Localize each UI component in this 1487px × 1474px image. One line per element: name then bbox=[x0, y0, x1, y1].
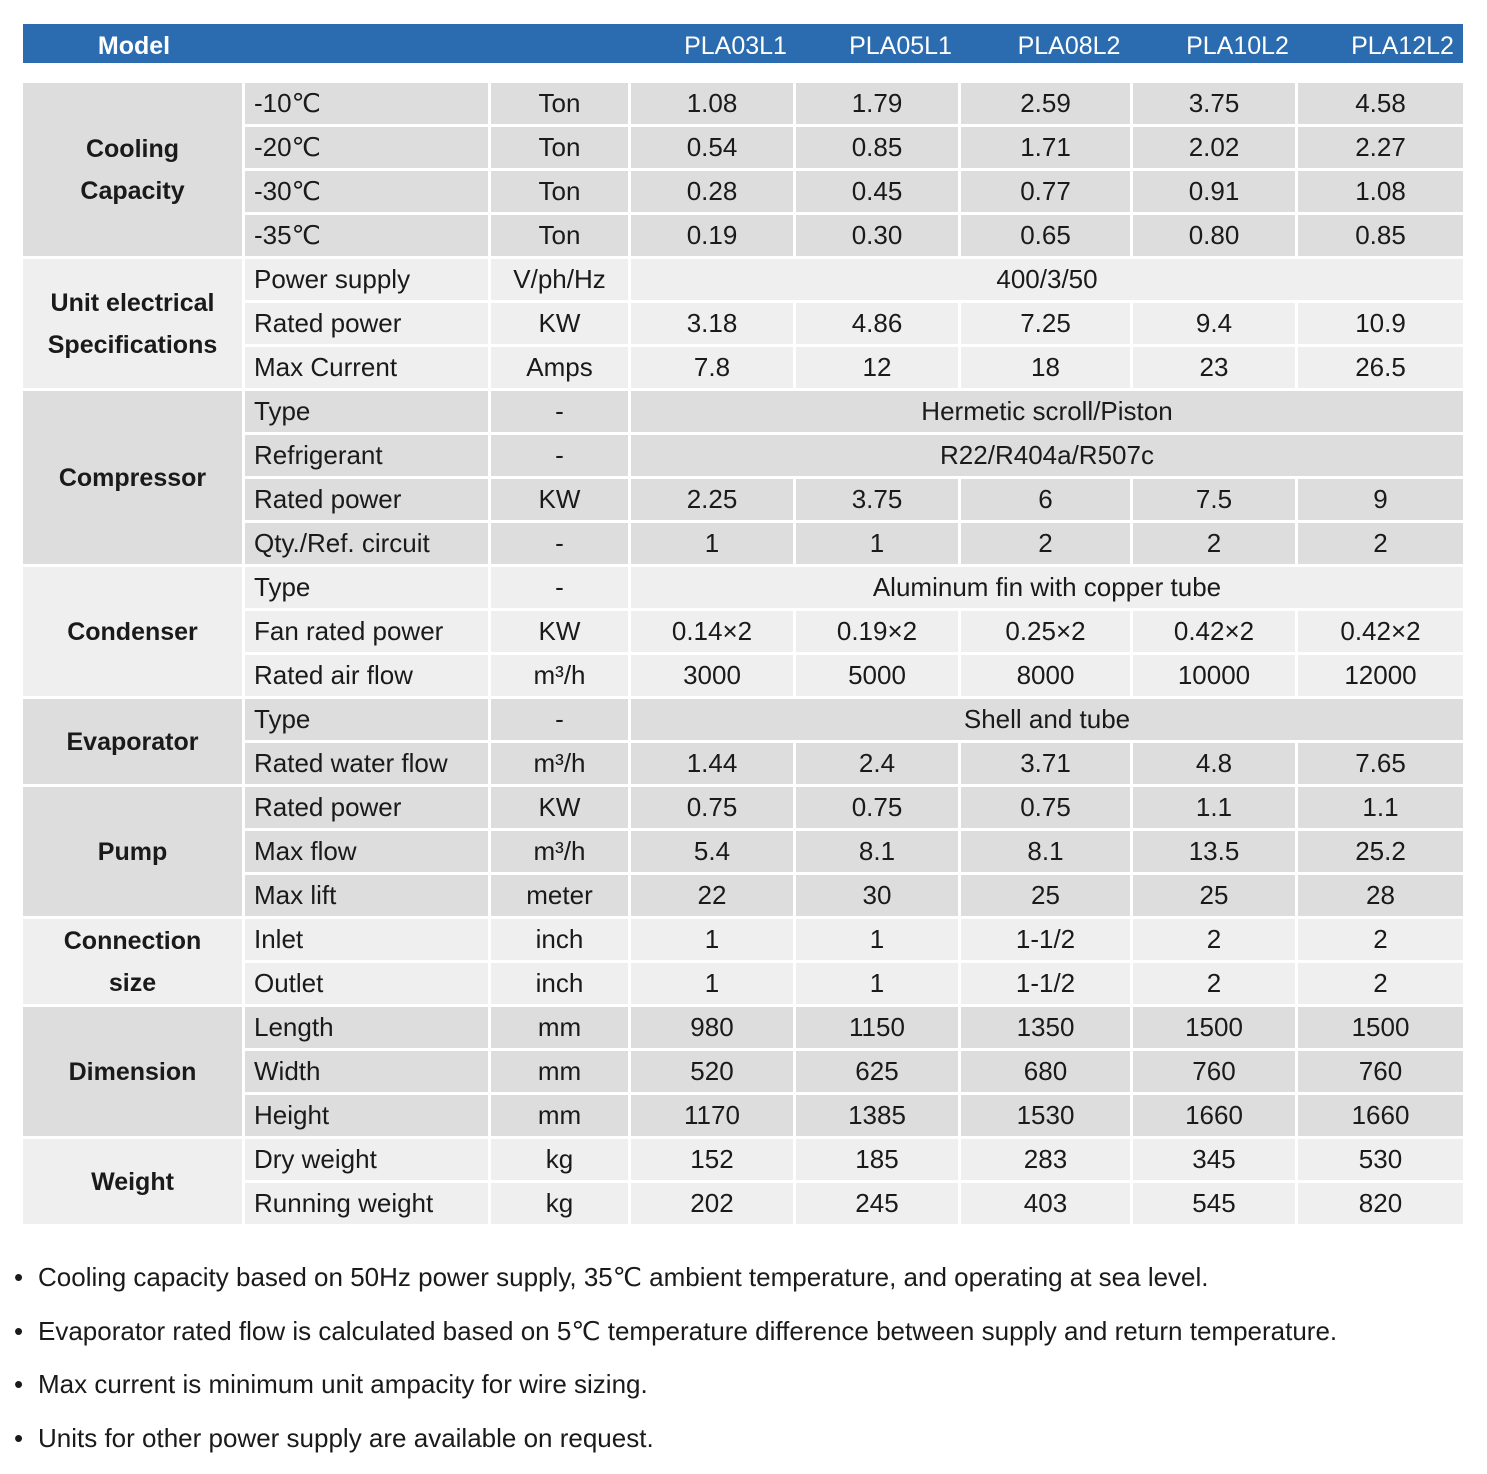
value-cell: 23 bbox=[1133, 347, 1298, 391]
category-cell bbox=[23, 83, 245, 259]
spanning-value-cell: 400/3/50 bbox=[631, 259, 1463, 303]
value-cell: 625 bbox=[796, 1051, 961, 1095]
parameter-cell: Rated power bbox=[245, 479, 491, 523]
unit-cell: Ton bbox=[491, 215, 631, 259]
footnote-text: Units for other power supply are available on request. bbox=[38, 1422, 654, 1453]
parameter-cell: Height bbox=[245, 1095, 491, 1139]
value-cell: 8.1 bbox=[961, 831, 1133, 875]
spanning-value-cell: Hermetic scroll/Piston bbox=[631, 391, 1463, 435]
value-cell: 1530 bbox=[961, 1095, 1133, 1139]
footnote-text: Evaporator rated flow is calculated based on 5℃ temperature difference between supply and return temperature. bbox=[38, 1315, 1338, 1346]
category-cell bbox=[23, 919, 245, 1007]
footnotes bbox=[14, 1251, 1474, 1465]
parameter-cell: Max flow bbox=[245, 831, 491, 875]
spanning-value-cell: R22/R404a/R507c bbox=[631, 435, 1463, 479]
value-cell: 4.8 bbox=[1133, 743, 1298, 787]
unit-cell: Ton bbox=[491, 83, 631, 127]
unit-cell: mm bbox=[491, 1095, 631, 1139]
value-cell: 1350 bbox=[961, 1007, 1133, 1051]
model-name-2: PLA05L1 bbox=[849, 32, 952, 60]
value-cell: 3.75 bbox=[1133, 83, 1298, 127]
category-cell bbox=[23, 787, 245, 919]
value-cell: 345 bbox=[1133, 1139, 1298, 1183]
parameter-cell: Dry weight bbox=[245, 1139, 491, 1183]
bullet-icon: • bbox=[14, 1422, 24, 1453]
unit-cell: Amps bbox=[491, 347, 631, 391]
value-cell: 6 bbox=[961, 479, 1133, 523]
value-cell: 0.42×2 bbox=[1133, 611, 1298, 655]
spec-row bbox=[23, 699, 1463, 743]
value-cell: 1 bbox=[631, 963, 796, 1007]
parameter-cell: Inlet bbox=[245, 919, 491, 963]
category-label: Evaporator bbox=[66, 727, 199, 756]
parameter-cell: -10℃ bbox=[245, 83, 491, 127]
value-cell: 2 bbox=[1133, 963, 1298, 1007]
model-header-bar bbox=[23, 24, 1463, 63]
value-cell: 1500 bbox=[1298, 1007, 1463, 1051]
value-cell: 1-1/2 bbox=[961, 963, 1133, 1007]
value-cell: 0.45 bbox=[796, 171, 961, 215]
value-cell: 26.5 bbox=[1298, 347, 1463, 391]
category-label: Pump bbox=[97, 837, 168, 866]
value-cell: 1 bbox=[796, 919, 961, 963]
category-cell bbox=[23, 1139, 245, 1227]
value-cell: 820 bbox=[1298, 1183, 1463, 1227]
category-label: Dimension bbox=[68, 1057, 197, 1086]
value-cell: 0.75 bbox=[796, 787, 961, 831]
value-cell: 1.1 bbox=[1133, 787, 1298, 831]
parameter-cell: Fan rated power bbox=[245, 611, 491, 655]
spanning-value-cell: Aluminum fin with copper tube bbox=[631, 567, 1463, 611]
unit-cell: m³/h bbox=[491, 831, 631, 875]
bullet-icon: • bbox=[14, 1369, 24, 1400]
value-cell: 2 bbox=[961, 523, 1133, 567]
footnote bbox=[14, 1412, 1474, 1466]
spanning-value-cell: Shell and tube bbox=[631, 699, 1463, 743]
category-cell bbox=[23, 259, 245, 391]
category-label: Capacity bbox=[80, 176, 185, 205]
unit-cell: - bbox=[491, 391, 631, 435]
value-cell: 2.27 bbox=[1298, 127, 1463, 171]
parameter-cell: Type bbox=[245, 391, 491, 435]
value-cell: 5.4 bbox=[631, 831, 796, 875]
value-cell: 7.5 bbox=[1133, 479, 1298, 523]
category-cell bbox=[23, 567, 245, 699]
value-cell: 520 bbox=[631, 1051, 796, 1095]
model-name-5: PLA12L2 bbox=[1351, 32, 1454, 60]
value-cell: 1 bbox=[796, 963, 961, 1007]
category-label: Cooling bbox=[85, 134, 180, 163]
value-cell: 9 bbox=[1298, 479, 1463, 523]
parameter-cell: Type bbox=[245, 699, 491, 743]
category-label: Unit electrical bbox=[50, 288, 215, 317]
value-cell: 0.28 bbox=[631, 171, 796, 215]
value-cell: 9.4 bbox=[1133, 303, 1298, 347]
unit-cell: KW bbox=[491, 787, 631, 831]
value-cell: 0.19 bbox=[631, 215, 796, 259]
category-label: Connection bbox=[63, 926, 202, 955]
value-cell: 12000 bbox=[1298, 655, 1463, 699]
value-cell: 202 bbox=[631, 1183, 796, 1227]
value-cell: 8.1 bbox=[796, 831, 961, 875]
unit-cell: KW bbox=[491, 479, 631, 523]
value-cell: 4.86 bbox=[796, 303, 961, 347]
spec-table bbox=[23, 83, 1463, 1227]
unit-cell: KW bbox=[491, 303, 631, 347]
unit-cell: V/ph/Hz bbox=[491, 259, 631, 303]
unit-cell: meter bbox=[491, 875, 631, 919]
value-cell: 1 bbox=[631, 523, 796, 567]
category-label: Specifications bbox=[47, 330, 218, 359]
value-cell: 13.5 bbox=[1133, 831, 1298, 875]
value-cell: 680 bbox=[961, 1051, 1133, 1095]
bullet-icon: • bbox=[14, 1262, 24, 1293]
footnote bbox=[14, 1251, 1474, 1305]
value-cell: 245 bbox=[796, 1183, 961, 1227]
unit-cell: - bbox=[491, 523, 631, 567]
model-name-4: PLA10L2 bbox=[1186, 32, 1289, 60]
value-cell: 0.85 bbox=[796, 127, 961, 171]
unit-cell: Ton bbox=[491, 171, 631, 215]
spec-table-body bbox=[23, 83, 1463, 1227]
spec-row bbox=[23, 259, 1463, 303]
value-cell: 8000 bbox=[961, 655, 1133, 699]
value-cell: 403 bbox=[961, 1183, 1133, 1227]
parameter-cell: -35℃ bbox=[245, 215, 491, 259]
value-cell: 1 bbox=[631, 919, 796, 963]
parameter-cell: Rated power bbox=[245, 787, 491, 831]
value-cell: 7.25 bbox=[961, 303, 1133, 347]
unit-cell: mm bbox=[491, 1007, 631, 1051]
unit-cell: - bbox=[491, 567, 631, 611]
category-label: Compressor bbox=[58, 463, 207, 492]
category-cell bbox=[23, 391, 245, 567]
value-cell: 1.71 bbox=[961, 127, 1133, 171]
unit-cell: KW bbox=[491, 611, 631, 655]
parameter-cell: Length bbox=[245, 1007, 491, 1051]
value-cell: 2 bbox=[1133, 919, 1298, 963]
value-cell: 3.71 bbox=[961, 743, 1133, 787]
value-cell: 5000 bbox=[796, 655, 961, 699]
value-cell: 2 bbox=[1298, 963, 1463, 1007]
value-cell: 980 bbox=[631, 1007, 796, 1051]
spec-row bbox=[23, 567, 1463, 611]
parameter-cell: Max Current bbox=[245, 347, 491, 391]
value-cell: 1660 bbox=[1133, 1095, 1298, 1139]
value-cell: 3.75 bbox=[796, 479, 961, 523]
category-label: Weight bbox=[91, 1167, 174, 1196]
parameter-cell: -30℃ bbox=[245, 171, 491, 215]
value-cell: 7.8 bbox=[631, 347, 796, 391]
parameter-cell: Max lift bbox=[245, 875, 491, 919]
spec-row bbox=[23, 1139, 1463, 1183]
value-cell: 2 bbox=[1298, 523, 1463, 567]
value-cell: 1.44 bbox=[631, 743, 796, 787]
value-cell: 0.25×2 bbox=[961, 611, 1133, 655]
value-cell: 283 bbox=[961, 1139, 1133, 1183]
value-cell: 2.59 bbox=[961, 83, 1133, 127]
value-cell: 152 bbox=[631, 1139, 796, 1183]
value-cell: 0.65 bbox=[961, 215, 1133, 259]
footnote-text: Max current is minimum unit ampacity for wire sizing. bbox=[38, 1369, 648, 1400]
value-cell: 185 bbox=[796, 1139, 961, 1183]
value-cell: 30 bbox=[796, 875, 961, 919]
value-cell: 1.08 bbox=[1298, 171, 1463, 215]
value-cell: 545 bbox=[1133, 1183, 1298, 1227]
value-cell: 1 bbox=[796, 523, 961, 567]
value-cell: 2 bbox=[1133, 523, 1298, 567]
parameter-cell: Qty./Ref. circuit bbox=[245, 523, 491, 567]
category-cell bbox=[23, 699, 245, 787]
spec-row bbox=[23, 787, 1463, 831]
value-cell: 1150 bbox=[796, 1007, 961, 1051]
value-cell: 10000 bbox=[1133, 655, 1298, 699]
unit-cell: mm bbox=[491, 1051, 631, 1095]
value-cell: 0.85 bbox=[1298, 215, 1463, 259]
unit-cell: inch bbox=[491, 963, 631, 1007]
value-cell: 2 bbox=[1298, 919, 1463, 963]
value-cell: 1170 bbox=[631, 1095, 796, 1139]
value-cell: 0.19×2 bbox=[796, 611, 961, 655]
unit-cell: - bbox=[491, 699, 631, 743]
footnote bbox=[14, 1358, 1474, 1412]
bullet-icon: • bbox=[14, 1315, 24, 1346]
value-cell: 1.79 bbox=[796, 83, 961, 127]
value-cell: 3.18 bbox=[631, 303, 796, 347]
value-cell: 0.14×2 bbox=[631, 611, 796, 655]
category-cell bbox=[23, 1007, 245, 1139]
parameter-cell: Type bbox=[245, 567, 491, 611]
value-cell: 28 bbox=[1298, 875, 1463, 919]
value-cell: 1385 bbox=[796, 1095, 961, 1139]
unit-cell: - bbox=[491, 435, 631, 479]
value-cell: 25.2 bbox=[1298, 831, 1463, 875]
parameter-cell: Width bbox=[245, 1051, 491, 1095]
parameter-cell: -20℃ bbox=[245, 127, 491, 171]
value-cell: 18 bbox=[961, 347, 1133, 391]
category-label: size bbox=[108, 968, 157, 997]
footnote bbox=[14, 1305, 1474, 1359]
value-cell: 0.30 bbox=[796, 215, 961, 259]
value-cell: 0.91 bbox=[1133, 171, 1298, 215]
value-cell: 2.02 bbox=[1133, 127, 1298, 171]
value-cell: 0.75 bbox=[961, 787, 1133, 831]
parameter-cell: Rated power bbox=[245, 303, 491, 347]
value-cell: 760 bbox=[1133, 1051, 1298, 1095]
unit-cell: m³/h bbox=[491, 655, 631, 699]
value-cell: 7.65 bbox=[1298, 743, 1463, 787]
unit-cell: m³/h bbox=[491, 743, 631, 787]
parameter-cell: Rated water flow bbox=[245, 743, 491, 787]
parameter-cell: Rated air flow bbox=[245, 655, 491, 699]
value-cell: 2.4 bbox=[796, 743, 961, 787]
value-cell: 760 bbox=[1298, 1051, 1463, 1095]
value-cell: 3000 bbox=[631, 655, 796, 699]
category-label: Condenser bbox=[67, 617, 198, 646]
parameter-cell: Running weight bbox=[245, 1183, 491, 1227]
spec-row bbox=[23, 391, 1463, 435]
value-cell: 0.75 bbox=[631, 787, 796, 831]
parameter-cell: Refrigerant bbox=[245, 435, 491, 479]
value-cell: 4.58 bbox=[1298, 83, 1463, 127]
value-cell: 1.08 bbox=[631, 83, 796, 127]
unit-cell: kg bbox=[491, 1139, 631, 1183]
footnote-text: Cooling capacity based on 50Hz power supply, 35℃ ambient temperature, and operating at sea level. bbox=[38, 1262, 1209, 1293]
parameter-cell: Power supply bbox=[245, 259, 491, 303]
spec-row bbox=[23, 919, 1463, 963]
value-cell: 10.9 bbox=[1298, 303, 1463, 347]
value-cell: 12 bbox=[796, 347, 961, 391]
unit-cell: kg bbox=[491, 1183, 631, 1227]
model-name-3: PLA08L2 bbox=[1017, 32, 1121, 60]
value-cell: 1.1 bbox=[1298, 787, 1463, 831]
value-cell: 1500 bbox=[1133, 1007, 1298, 1051]
value-cell: 0.80 bbox=[1133, 215, 1298, 259]
value-cell: 0.42×2 bbox=[1298, 611, 1463, 655]
model-header-label: Model bbox=[97, 32, 171, 60]
value-cell: 0.54 bbox=[631, 127, 796, 171]
value-cell: 530 bbox=[1298, 1139, 1463, 1183]
value-cell: 1660 bbox=[1298, 1095, 1463, 1139]
model-name-1: PLA03L1 bbox=[684, 32, 787, 60]
spec-row bbox=[23, 1007, 1463, 1051]
value-cell: 1-1/2 bbox=[961, 919, 1133, 963]
unit-cell: inch bbox=[491, 919, 631, 963]
value-cell: 0.77 bbox=[961, 171, 1133, 215]
parameter-cell: Outlet bbox=[245, 963, 491, 1007]
unit-cell: Ton bbox=[491, 127, 631, 171]
value-cell: 22 bbox=[631, 875, 796, 919]
value-cell: 2.25 bbox=[631, 479, 796, 523]
value-cell: 25 bbox=[1133, 875, 1298, 919]
spec-row bbox=[23, 83, 1463, 127]
value-cell: 25 bbox=[961, 875, 1133, 919]
